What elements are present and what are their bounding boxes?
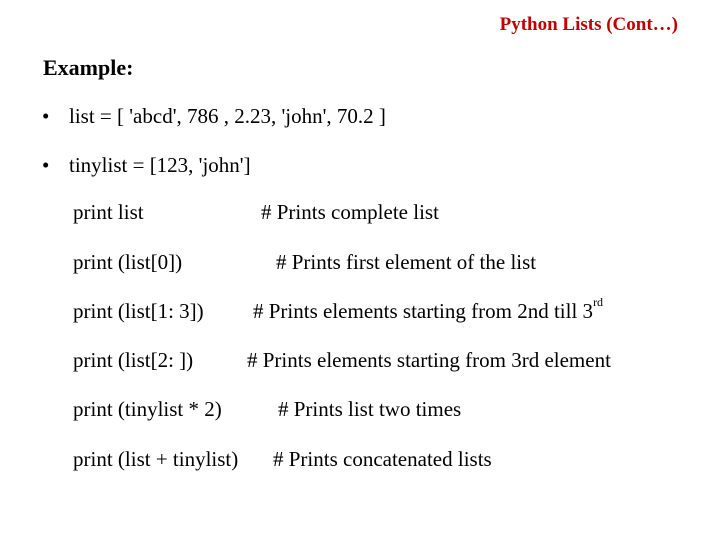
bullet-glyph: • <box>42 153 50 177</box>
code-statement: print list <box>73 200 144 224</box>
code-line-print-concat <box>73 447 713 475</box>
bullet-tinylist-definition <box>42 153 251 178</box>
code-statement: print (list + tinylist) <box>73 447 239 471</box>
code-line-print-from-third <box>73 348 713 376</box>
code-line-print-first <box>73 250 713 278</box>
code-line-print-repeat <box>73 397 713 425</box>
code-line-print-slice <box>73 295 713 327</box>
bullet-text: tinylist = [123, 'john'] <box>69 153 251 177</box>
example-heading: Example: <box>43 55 134 80</box>
code-line-print-list <box>73 200 713 228</box>
bullet-text: list = [ 'abcd', 786 , 2.23, 'john', 70.2 ] <box>69 104 386 128</box>
ordinal-superscript: rd <box>593 295 604 309</box>
code-comment: # Prints first element of the list <box>276 250 537 274</box>
code-comment: # Prints complete list <box>261 200 439 224</box>
code-statement: print (tinylist * 2) <box>73 397 222 421</box>
code-comment: # Prints list two times <box>278 397 462 421</box>
code-comment: # Prints elements starting from 3rd element <box>247 348 611 372</box>
slide-title: Python Lists (Cont…) <box>499 14 678 35</box>
bullet-glyph: • <box>42 104 50 128</box>
code-comment-text: # Prints elements starting from 2nd till 3 <box>253 299 594 323</box>
bullet-list-definition <box>42 104 386 129</box>
code-statement: print (list[2: ]) <box>73 348 194 372</box>
code-statement: print (list[1: 3]) <box>73 299 204 323</box>
code-statement: print (list[0]) <box>73 250 183 274</box>
code-comment: # Prints concatenated lists <box>273 447 492 471</box>
code-comment <box>253 295 604 324</box>
